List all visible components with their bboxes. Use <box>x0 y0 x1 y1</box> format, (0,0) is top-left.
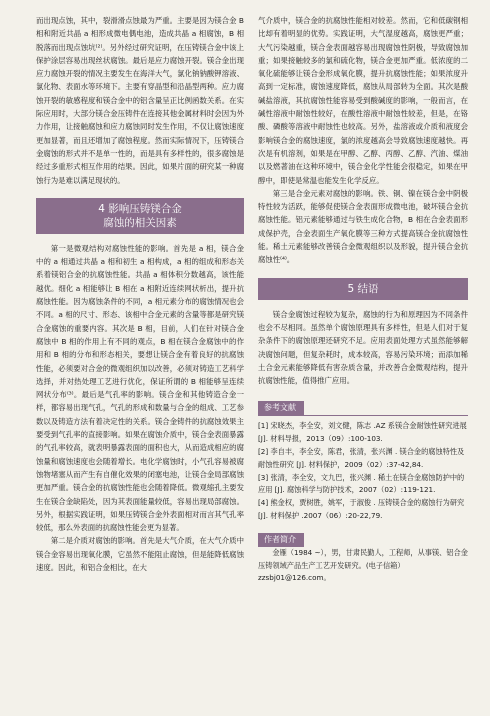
reference-item: [1] 宋晓杰，李全安，刘文健，陈志 .AZ 系镁合金耐蚀性研究进展 [J]. 材料导报，2013（09）:100-103. <box>258 421 467 444</box>
microstructure-paragraph: 第一是微观结构对腐蚀性能的影响。首先是 a 相，镁合金中的 a 相通过共晶 a 相和初生 a 相构成，a 相的组成和形态关系着镁铝合金的抗腐蚀性能。共晶 a 相体积分数越高，该性能越优。细化 a 相能够让 B 相在 a 相附近连续网状析出，提升抗腐蚀性能。因为腐蚀条件的不同，a 相元素分布的腐蚀情况也会不同。a 相的尺寸、形态、该相中合金元素的含量等都是研究镁合金腐蚀的重要内容。其次是 B 相，目前，人们在针对镁合金腐蚀中 B 相的作用上有不同的观点，B 相在镁合金腐蚀中的作用和 B 相的分布和形态相关，要想让镁合金有着良好的抗腐蚀性能，必须要对合金的微观组织加以改善，必须对铸造工艺科学选择，并对热处理工艺进行优化，保证所谓的 B 相能够呈连续网状分布⁽³⁾。最后是气孔率的影响。镁合金和其他铸造合金一样，都容易出现气孔，气孔的形成和数量与合金的组成、工艺参数以及铸造方法有着决定性的关系。镁合金铸件的抗腐蚀效果主要受到气孔率的直接影响。如果在腐蚀介质中，镁合金表面暴露的气孔率较高，就表明暴露表面的面积也大，从而造成相应的腐蚀量和腐蚀速度也会随着增长。电化学腐蚀时，小气孔容易被腐蚀物堵塞从而产生有自催化效果的闭塞电池，让镁合金局部腐蚀更加严重。镁合金的抗腐蚀性能也会随着降低。微观缩孔主要发生在镁合金缺陷处，因为其表面能量较低，容易出现局部腐蚀。另外，根据实践证明，如果压铸镁合金外表面相对而言其气孔率较低，那么外表面的抗腐蚀性能会更为显著。 <box>36 243 244 533</box>
intro-paragraph: 而出现点蚀，其中，裂滑滑点蚀最为严重。主要是因为镁合金 B 相和附近共晶 a 相形成微电偶电池，造成共晶 a 相腐蚀，B 相脱落而出现点蚀坑⁽²⁾。另外经过研究证明，在压铸镁合金中该上保护涂层容易出现丝状腐蚀。最后是应力腐蚀开裂。镁合金出现应力腐蚀开裂的情况主要发生在海洋大气，氯化钠钠酸钾溶液、氯化物、表面水等环境下。主要有穿晶型和沿晶型两种。应力腐蚀开裂的敏感程度和镁合金中的铝含量呈正比例函数关系。在实际应用时，大部分镁合金压铸件在连接其他金属材料时会因为外力作用，让接触腐蚀和应力腐蚀同时发生作用，不仅让腐蚀速度更加显著，而且还增加了腐蚀程度。然而实际情况下，压铸镁合金腐蚀的形式并不是单一性的，而是具有多样性的，很多腐蚀是经过多重形式相互作用的结果。因此，如果片面的研究某一种腐蚀行为是难以满足现状的。 <box>36 16 244 185</box>
conclusion-paragraph: 镁合金腐蚀过程较为复杂，腐蚀的行为和原理因为不同条件也会不尽相同。虽然单个腐蚀原理具有多样性，但是人们对于复杂条件下的腐蚀原理还研究不足。应用表面处理方式虽然能够解决腐蚀问题，但复杂耗时，成本较高，容易污染环境；而添加稀土合金元素能够降低有害杂质含量，并改善合金微观结构，提升抗腐蚀性能，值得推广应用。 <box>258 309 468 386</box>
continuation-paragraph: 气介质中，镁合金的抗腐蚀性能相对较差。然而，它和低碳钢相比却有着明显的优势。实践证明，大气湿度越高，腐蚀更严重；大气污染越重，镁合金表面越容易出现腐蚀性阴极，导致腐蚀加重；如果接触较多的氯和硫化物，镁合金更加严重。低浓度的二氧化硫能够让镁合金形成氧化膜，提升抗腐蚀性能；如果浓度升高到一定标准，腐蚀速度降低，腐蚀从局部转为全面。其次是酸碱盐溶液，其抗腐蚀性能容易受到酸碱度的影响，一般而言，在碱性溶液中耐蚀性较好，在酸性溶液中耐蚀性较差，但是，在铬酸、磷酸等溶液中耐蚀性也较高。另外，盐溶液或介质和液度会影响镁合金的腐蚀速度，氯的浓度越高会导致腐蚀速度越快。再次是有机溶剂，如果是在甲醇、乙醇、丙醇、乙醇、汽油、煤油以及燃著油在这种环境中，镁合金化学性能会很稳定，如果在甲醇中，即使是常温也能发生化学反应。 <box>258 16 468 185</box>
author-heading: 作者简介 <box>258 533 304 547</box>
reference-item: [2] 李自丰，李全安，陈君，张清，张兴渊 . 镁合金的腐蚀特性及耐蚀性研究 [J]. 材料保护，2009（02）:37-42,84. <box>258 447 465 469</box>
reference-item: [3] 张清，李全安，文九巴，张兴渊 . 稀土在镁合金腐蚀防护中的应用 [J]. 腐蚀科学与防护技术，2007（02）:119-121. <box>258 472 465 495</box>
references-heading: 参考文献 <box>258 401 304 415</box>
medium-paragraph: 第二是介质对腐蚀的影响。首先是大气介质，在大气介质中镁合金容易出现氧化膜，它虽然不能阻止腐蚀，但是能降低腐蚀速度。因此，和铝合金相比，在大 <box>36 536 244 572</box>
section-5-heading <box>258 278 468 300</box>
section-4-title-line-1: 4 影响压铸镁合金 <box>98 202 182 215</box>
right-column <box>258 14 468 585</box>
references-divider <box>258 415 468 416</box>
left-column <box>36 14 244 574</box>
section-4-title-line-2: 腐蚀的相关因素 <box>103 216 177 229</box>
section-4-heading <box>36 198 244 234</box>
alloy-elements-paragraph: 第三是合金元素对腐蚀的影响。铁、铜、镍在镁合金中阴极特性较为活跃，能够促使镁合金表面形成微电池，破坏镁合金抗腐蚀性能。铝元素能够通过与铁生成化合物，B 相在合金表面形成保护壳，合金表面生产氧化膜等三种方式提高镁合金抗腐蚀性能。稀土元素能够改善镁合金微观组织以及形貌，提升镁合金抗腐蚀性⁽⁴⁾。 <box>258 188 468 265</box>
references-list <box>258 420 468 522</box>
author-bio: 金雁（1984 ~），男，甘肃民勤人，工程师，从事镁、铝合金压铸领域产品生产工艺开发研究。(电子信箱）zzsbj01@126.com。 <box>258 547 468 583</box>
section-5-title: 5 结语 <box>347 282 379 295</box>
reference-item: [4] 熊金权，贾树胜，姚军，于淑俊 . 压铸镁合金的腐蚀行为研究 [J]. 材料保护 .2007（06）:20-22,79. <box>258 498 465 520</box>
